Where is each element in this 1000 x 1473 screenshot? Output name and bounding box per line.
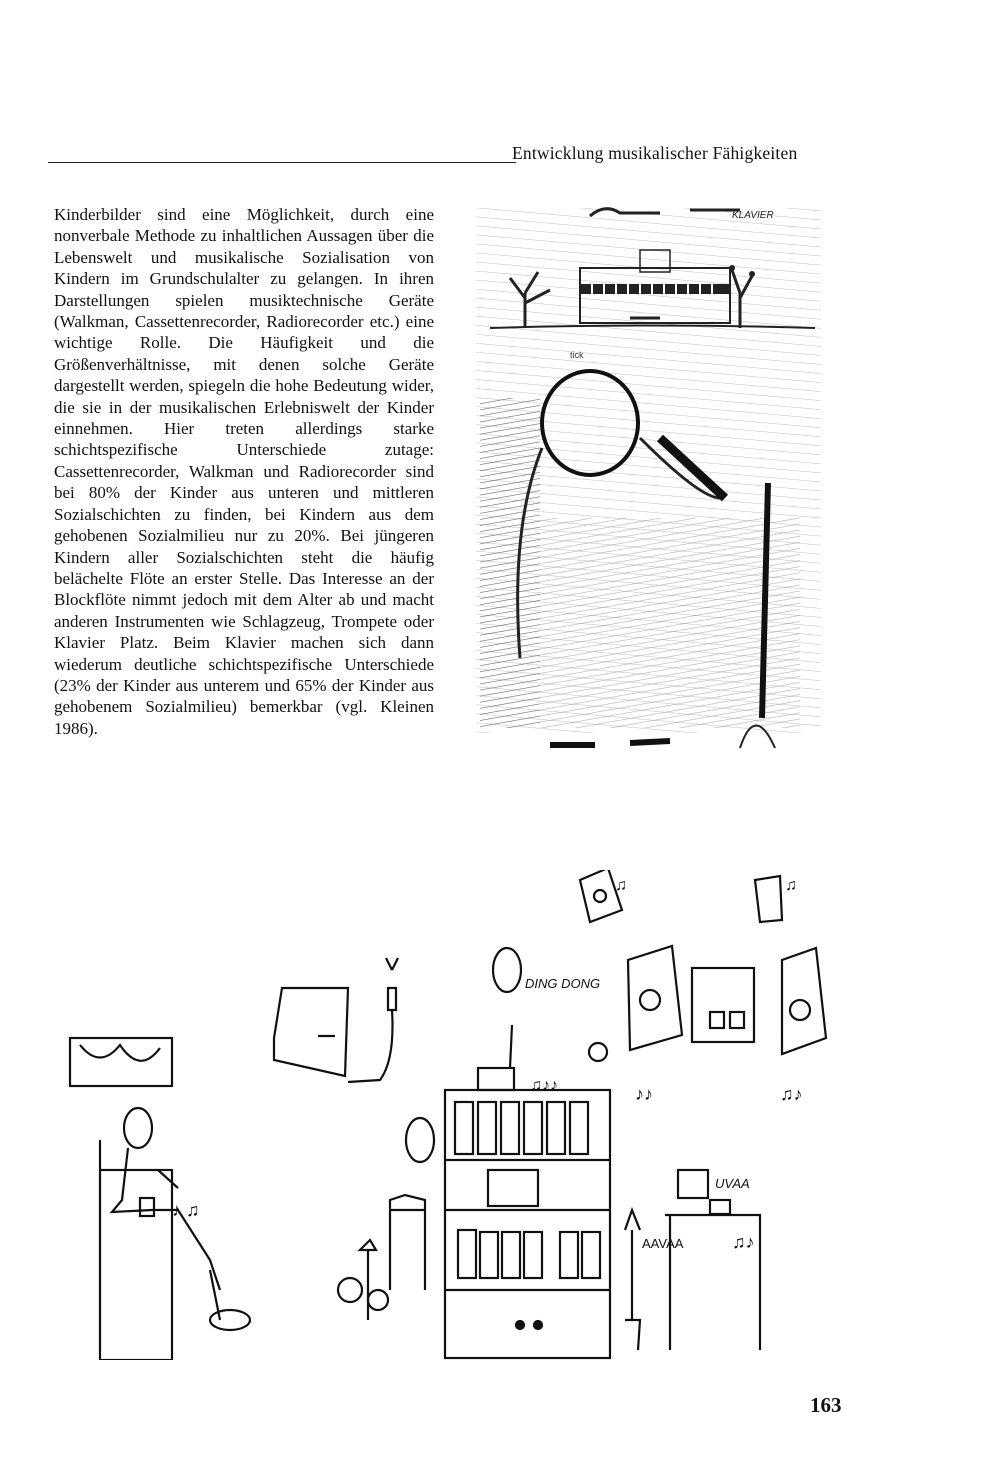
running-head: Entwicklung musikalischer Fähigkeiten	[512, 143, 798, 163]
cassettes-top-shelf	[455, 1102, 588, 1154]
svg-text:♫: ♫	[615, 877, 627, 894]
music-notes-boy: ♪ ♫	[172, 1200, 200, 1220]
label-ding-dong: DING DONG	[525, 976, 601, 991]
body-text: Kinderbilder sind eine Möglichkeit, durch eine nonverbale Methode zu inhaltlichen Aussagen über die Lebenswelt und musikalische Sozialisation von Kindern im Grundschulalter zu gelangen. In ihren Darstellungen spielen musiktechnische Geräte (Walkman, Cassettenrecorder, Radiorecorder etc.) eine wichtige Rolle. Die Häufigkeit und die Größenverhältnisse, mit denen solche Geräte dargestellt werden, spiegeln die hohe Bedeutung wider, die sie in der musikalischen Erlebniswelt der Kinder einnehmen. Hier treten allerdings starke schichtspezifische Unterschiede zutage: Cassettenrecorder, Walkman und Radiorecorder sind bei 80% der Kinder aus unteren und mittleren Sozialschichten zu finden, bei Kindern aus dem gehobenen Sozialmilieu nur zu 20%. Bei jüngeren Kindern aller Sozialschichten steht die häufig belächelte Flöte an erster Stelle. Das Interesse an der Blockflöte nimmt jedoch mit dem Alter ab und macht anderen Instrumenten wie Schlagzeug, Trompete oder Klavier Platz. Beim Klavier machen sich dann wiederum deutliche schichtspezifische Unterschiede (23% der Kinder aus unterem und 65% der Kinder aus gehobenem Sozialmilieu) bemerkbar (vgl. Kleinen 1986).	[54, 205, 434, 738]
boy-shoe-icon	[210, 1310, 250, 1330]
boy-head-icon	[124, 1108, 152, 1148]
drawing-left-shading	[480, 398, 540, 728]
svg-text:♫♪: ♫♪	[732, 1232, 755, 1252]
shelf-unit-icon	[445, 1090, 610, 1358]
drawing-foot-right	[630, 741, 670, 743]
door-icon	[274, 988, 348, 1076]
radio-icon	[692, 968, 754, 1042]
music-notes-right: ♫♪	[780, 1084, 803, 1104]
music-notes-left: ♪♪	[635, 1084, 653, 1104]
walkman-icon	[140, 1198, 154, 1216]
label-uvaa: UVAA	[715, 1176, 750, 1191]
svg-text:♫♪♪: ♫♪♪	[530, 1077, 558, 1094]
drawing-piano	[470, 198, 830, 758]
label-klavier: KLAVIER	[732, 210, 774, 221]
stool-icon	[100, 1170, 172, 1360]
flower-icon	[589, 1043, 607, 1061]
svg-text:♫: ♫	[785, 877, 797, 894]
wall-clock-icon	[493, 948, 521, 992]
page-number: 163	[810, 1393, 842, 1417]
drawing-room	[60, 870, 840, 1360]
person-right-figure	[625, 1210, 640, 1350]
wall-lamp-icon	[386, 958, 398, 1010]
radio-recorder-icon	[478, 1068, 514, 1090]
header-rule	[48, 162, 516, 163]
piano-keys-icon	[580, 284, 730, 294]
speaker-left-icon	[628, 946, 682, 1050]
speaker-right-top-icon	[755, 876, 782, 922]
label-tick: tick	[570, 350, 584, 360]
label-aavaa: AAVAA	[642, 1236, 684, 1251]
tv-icon	[488, 1170, 538, 1206]
cassette-player-icon	[678, 1170, 708, 1198]
cassettes-bottom-shelf	[458, 1230, 600, 1278]
